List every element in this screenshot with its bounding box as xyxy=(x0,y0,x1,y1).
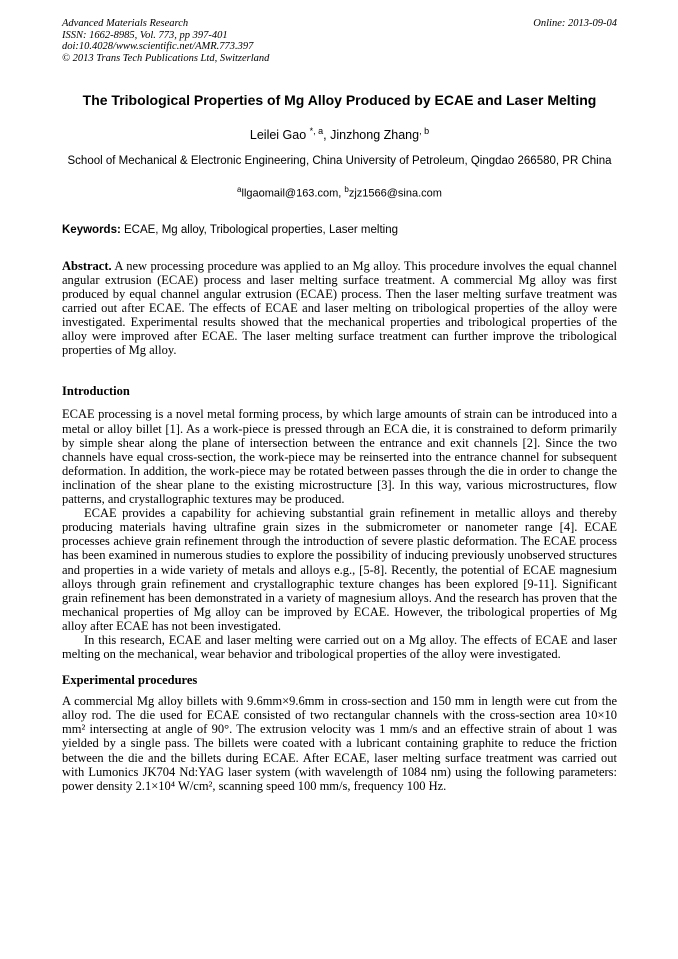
abstract-label: Abstract. xyxy=(62,258,112,273)
introduction-paragraph-3: In this research, ECAE and laser melting were carried out on a Mg alloy. The effects of ECAE and laser melting on the mechanical, wear behavior and tribological properties of the alloy were investigated. xyxy=(62,632,617,662)
affiliation: School of Mechanical & Electronic Engineering, China University of Petroleum, Qingdao 266580, PR China xyxy=(67,155,612,168)
paper-title: The Tribological Properties of Mg Alloy Produced by ECAE and Laser Melting xyxy=(82,92,597,108)
author-2-superscript: , b xyxy=(419,126,430,136)
section-heading-introduction: Introduction xyxy=(62,384,130,399)
section-heading-experimental-procedures: Experimental procedures xyxy=(62,673,198,688)
introduction-paragraph-1: ECAE processing is a novel metal forming process, by which large amounts of strain can be introduced into a metal or alloy billet [1]. As a work-piece is pressed through an ECA die, it is constrained to deform primarily by simple shear along the plane of intersection between the entrance and exit channels [2]. Since the two channels have equal cross-section, the work-piece may be reinserted into the entrance channel for subsequent deformation. In addition, the work-piece may be rotated between passes through the die in order to change the inclination of the shear plane to the existing microstructure [3]. In this way, various microstructures, flow patterns, and crystallographic textures may be produced. xyxy=(62,407,617,507)
keywords-text: ECAE, Mg alloy, Tribological properties, Laser melting xyxy=(120,223,398,236)
author-2: Jinzhong Zhang xyxy=(330,128,420,143)
introduction-paragraph-2: ECAE provides a capability for achieving substantial grain refinement in metallic alloys and thereby producing materials having ultrafine grain sizes in the submicrometer or nanometer range [4]. ECAE processes achieve grain refinement through the introduction of severe plastic deformation. The ECAE process has been examined in numerous studies to explore the possibility of inducing previously unobserved structures and properties in a wide variety of metals and alloys e.g., [5-8]. Recently, the potential of ECAE magnesium alloys through grain refinement and crystallographic texture changes has been explored [9-11]. Significant grain refinement has been demonstrated in a variety of magnesium alloys. And the research has proven that the mechanical properties of Mg alloy can be improved by ECAE. However, the tribological properties of Mg alloy after ECAE has not been investigated. xyxy=(62,506,617,633)
keywords-line xyxy=(62,224,617,236)
issn-volume-line: ISSN: 1662-8985, Vol. 773, pp 397-401 xyxy=(62,29,228,41)
doi-line: doi:10.4028/www.scientific.net/AMR.773.397 xyxy=(62,41,254,52)
keywords-label: Keywords: xyxy=(62,223,121,236)
authors-line xyxy=(62,126,617,142)
abstract-text: A new processing procedure was applied to an Mg alloy. This procedure involves the equal channel angular extrusion (ECAE) process and laser melting surface treatment. A commercial Mg alloy was first produced by equal channel angular extrusion (ECAE) process. Then the laser melting surfave treatment was carried out after ECAE. The effects of ECAE and laser melting on tribological properties of the alloy were investigated. Experimental results showed that the mechanical properties and tribological properties of the alloy were improved after ECAE. The laser melting surface treatment can further improve the tribological properties of Mg alloy. xyxy=(62,258,617,358)
journal-header xyxy=(62,18,617,64)
email-a: llgaomail@163.com xyxy=(241,187,339,200)
experimental-paragraph-1: A commercial Mg alloy billets with 9.6mm×9.6mm in cross-section and 150 mm in length were cut from the alloy rod. The die used for ECAE consisted of two rectangular channels with the cross-section area 10×10 mm² intersecting at angle of 90°. The extrusion velocity was 1 mm/s and an effective strain of about 1 was yielded by a single pass. The billets were coated with a lubricant containing graphite to reduce the friction between the die and the billets during ECAE. After ECAE, laser melting surface treatment was carried out with Lumonics JK704 Nd:YAG laser system (with wavelength of 1084 nm) using the following parameters: power density 2.1×10⁴ W/cm², scanning speed 100 mm/s, frequency 100 Hz. xyxy=(62,694,617,793)
copyright-line: © 2013 Trans Tech Publications Ltd, Switzerland xyxy=(62,52,270,64)
abstract-paragraph xyxy=(62,259,617,358)
author-1: Leilei Gao xyxy=(249,128,310,143)
emails-separator: , xyxy=(338,187,345,200)
email-a-superscript: a xyxy=(237,185,242,195)
authors-separator: , xyxy=(323,128,331,143)
author-1-superscript: *, a xyxy=(309,126,324,136)
email-b-superscript: b xyxy=(344,185,349,195)
journal-header-left xyxy=(62,18,269,64)
online-date: Online: 2013-09-04 xyxy=(533,18,617,29)
emails-line xyxy=(62,185,617,200)
journal-name: Advanced Materials Research xyxy=(62,18,189,29)
email-b: zjz1566@sina.com xyxy=(348,187,442,200)
